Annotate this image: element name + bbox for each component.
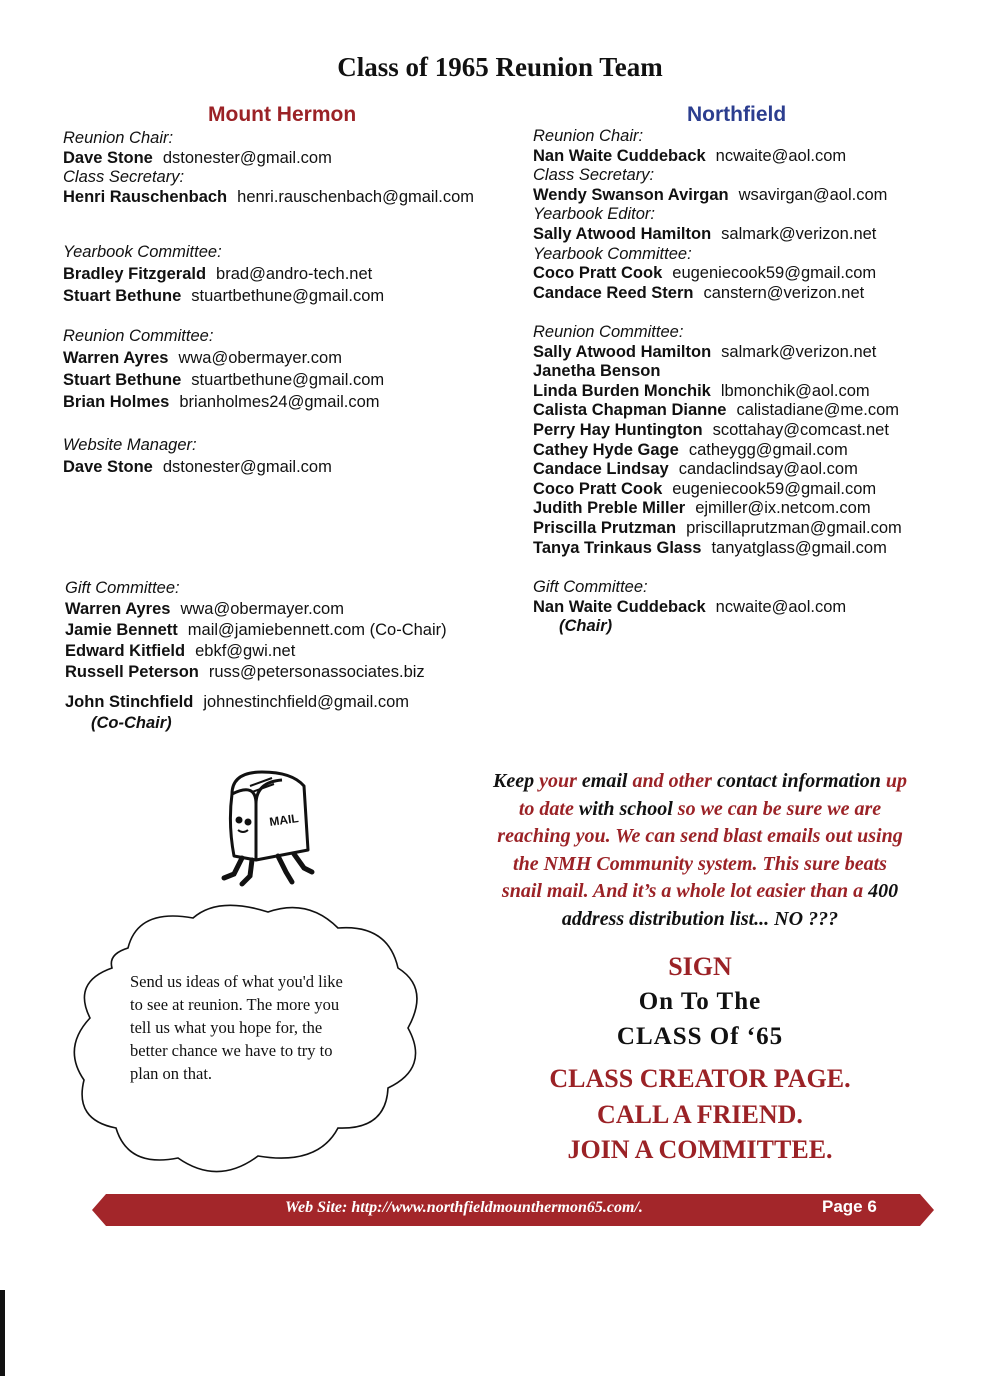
promo-fragment: the NMH Community system. This sure beats <box>513 852 887 875</box>
member-name: Russell Peterson <box>65 663 199 681</box>
mh-reunion-committee <box>63 325 384 413</box>
member-name: Calista Chapman Dianne <box>533 401 727 420</box>
member-email: eugeniecook59@gmail.com <box>672 264 877 283</box>
member-email: wwa@obermayer.com <box>180 600 344 618</box>
member-name: Warren Ayres <box>65 600 171 618</box>
member-email: brianholmes24@gmail.com <box>179 393 380 411</box>
member-email: stuartbethune@gmail.com <box>191 287 385 305</box>
page-title: Class of 1965 Reunion Team <box>337 52 663 82</box>
member-email: calistadiane@me.com <box>736 401 900 420</box>
page-number: Page 6 <box>822 1197 877 1216</box>
mh-yearbook <box>63 241 384 307</box>
nf-reunion-committee <box>533 323 902 558</box>
list-item <box>533 421 902 441</box>
member-email: brad@andro-tech.net <box>216 265 373 283</box>
mh-class-secretary-name: Henri Rauschenbach <box>63 187 228 206</box>
mailbox-label: MAIL <box>268 811 300 829</box>
mount-hermon-heading: Mount Hermon <box>208 103 357 126</box>
nf-reunion-committee-label: Reunion Committee: <box>533 323 684 341</box>
list-item <box>533 284 887 304</box>
mh-website-name: Dave Stone <box>63 458 153 476</box>
mh-gift-committee <box>65 578 447 734</box>
member-name: Linda Burden Monchik <box>533 381 711 400</box>
mh-gift-label: Gift Committee: <box>65 579 180 597</box>
promo-fragment: reaching you. We can send blast emails out using <box>497 825 903 847</box>
mailbox-eye <box>245 819 252 826</box>
list-item <box>63 285 384 307</box>
member-name: Candace Reed Stern <box>533 283 694 302</box>
mailbox-illustration <box>212 764 322 896</box>
member-name: Sally Atwood Hamilton <box>533 224 712 243</box>
member-name: Priscilla Prutzman <box>533 518 677 537</box>
cloud-text: Send us ideas of what you'd like to see at reunion. The more you tell us what you hope for, the better chance we have to try to plan on that. <box>130 972 343 1083</box>
mh-website-email: dstonester@gmail.com <box>162 458 332 476</box>
list-item <box>63 347 384 369</box>
call-a-friend: CALL A FRIEND. <box>597 1100 803 1129</box>
promo-fragment: with school <box>573 797 678 820</box>
promo-fragment: email <box>576 770 633 792</box>
member-email: wwa@obermayer.com <box>178 349 342 367</box>
member-email: tanyatglass@gmail.com <box>711 538 887 557</box>
member-name: Brian Holmes <box>63 393 170 411</box>
list-item <box>65 692 447 713</box>
northfield-heading: Northfield <box>687 103 787 126</box>
member-email: priscillaprutzman@gmail.com <box>686 518 902 537</box>
member-name: Tanya Trinkaus Glass <box>533 538 702 557</box>
member-name: John Stinchfield <box>65 693 194 711</box>
member-email: catheygg@gmail.com <box>688 440 848 459</box>
member-email: lbmonchik@aol.com <box>720 381 870 400</box>
mh-reunion-chair-label: Reunion Chair: <box>63 129 174 147</box>
list-item <box>533 519 902 539</box>
class-creator-page: CLASS CREATOR PAGE. <box>549 1064 851 1093</box>
list-item <box>65 641 447 662</box>
list-item <box>533 499 902 519</box>
nf-gift-label: Gift Committee: <box>533 578 648 596</box>
member-name: Coco Pratt Cook <box>533 479 663 498</box>
nf-officers <box>533 127 887 303</box>
member-email: canstern@verizon.net <box>703 283 865 302</box>
list-item <box>533 401 902 421</box>
list-item <box>533 343 902 363</box>
sign-line: CLASS Of ‘65 <box>616 1023 784 1050</box>
mh-class-secretary-label: Class Secretary: <box>63 168 185 187</box>
promo-fragment: 400 <box>868 880 899 902</box>
member-email: ejmiller@ix.netcom.com <box>695 499 871 518</box>
promo-fragment: contact information <box>711 770 886 792</box>
chair-note: (Chair) <box>559 617 613 636</box>
member-name: Coco Pratt Cook <box>533 264 663 283</box>
promo-fragment: your <box>539 770 577 792</box>
nf-reunion-chair-label: Reunion Chair: <box>533 127 644 145</box>
list-item <box>63 369 384 391</box>
scan-edge <box>0 1290 5 1376</box>
nf-yearbook-label: Yearbook Committee: <box>533 244 692 263</box>
member-name: Wendy Swanson Avirgan <box>533 185 729 204</box>
list-item <box>533 441 902 461</box>
member-name: Candace Lindsay <box>533 460 669 479</box>
mh-website <box>63 434 332 478</box>
member-name: Edward Kitfield <box>65 642 186 660</box>
member-email: candaclindsay@aol.com <box>678 460 858 479</box>
list-item <box>533 460 902 480</box>
promo-fragment: Keep <box>493 770 540 792</box>
sign-heading: SIGN <box>668 952 732 981</box>
list-item <box>533 362 902 382</box>
member-name: Judith Preble Miller <box>533 499 686 518</box>
mh-reunion-chair-name: Dave Stone <box>63 148 153 167</box>
member-name: Warren Ayres <box>63 349 169 367</box>
member-name: Nan Waite Cuddeback <box>533 597 706 616</box>
list-item <box>65 620 447 641</box>
member-email: mail@jamiebennett.com (Co-Chair) <box>187 621 447 639</box>
mailbox-eye <box>236 817 243 824</box>
member-email: salmark@verizon.net <box>721 224 877 243</box>
promo-fragment: address distribution list... NO ??? <box>561 907 839 930</box>
mh-reunion-committee-label: Reunion Committee: <box>63 327 214 345</box>
list-item <box>63 263 384 285</box>
list-item <box>533 264 887 284</box>
mh-class-secretary-email: henri.rauschenbach@gmail.com <box>237 187 475 206</box>
promo-fragment: up <box>885 770 907 792</box>
member-name: Bradley Fitzgerald <box>63 265 207 283</box>
list-item <box>63 391 384 413</box>
mh-yearbook-label: Yearbook Committee: <box>63 243 222 261</box>
member-email: ncwaite@aol.com <box>715 146 847 165</box>
promo-fragment: so we can be sure we are <box>677 797 882 820</box>
member-name: Stuart Bethune <box>63 371 182 389</box>
member-email: johnestinchfield@gmail.com <box>203 693 410 711</box>
member-email: eugeniecook59@gmail.com <box>672 479 877 498</box>
email-promo-text <box>455 768 945 933</box>
member-email: ebkf@gwi.net <box>195 642 296 660</box>
mh-officers <box>63 129 474 207</box>
promo-fragment: to date <box>518 797 574 820</box>
member-email: salmark@verizon.net <box>721 342 877 361</box>
list-item <box>65 662 447 683</box>
member-email: russ@petersonassociates.biz <box>208 663 425 681</box>
sign-line: On To The <box>638 988 762 1015</box>
member-name: Nan Waite Cuddeback <box>533 146 706 165</box>
member-name: Jamie Bennett <box>65 621 178 639</box>
list-item <box>533 382 902 402</box>
mh-website-label: Website Manager: <box>63 436 197 454</box>
website-url: Web Site: http://www.northfieldmounthermon65.com/. <box>285 1199 643 1216</box>
list-item <box>65 599 447 620</box>
member-email: ncwaite@aol.com <box>715 597 847 616</box>
co-chair-note: (Co-Chair) <box>91 714 172 732</box>
nf-class-secretary-label: Class Secretary: <box>533 166 655 185</box>
mh-reunion-chair-email: dstonester@gmail.com <box>162 148 332 167</box>
member-name: Stuart Bethune <box>63 287 182 305</box>
list-item <box>533 539 902 559</box>
member-email: scottahay@comcast.net <box>712 420 889 439</box>
member-email: stuartbethune@gmail.com <box>191 371 385 389</box>
member-name: Perry Hay Huntington <box>533 420 703 439</box>
join-a-committee: JOIN A COMMITTEE. <box>567 1135 833 1164</box>
list-item <box>533 480 902 500</box>
member-email: wsavirgan@aol.com <box>738 185 888 204</box>
nf-yearbook-editor-label: Yearbook Editor: <box>533 205 655 224</box>
member-name: Janetha Benson <box>533 362 661 381</box>
nf-gift-committee <box>533 578 846 637</box>
promo-fragment: and other <box>632 770 712 792</box>
member-name: Cathey Hyde Gage <box>533 440 679 459</box>
promo-fragment: snail mail. And it’s a whole lot easier than a <box>501 880 869 902</box>
member-name: Sally Atwood Hamilton <box>533 342 712 361</box>
